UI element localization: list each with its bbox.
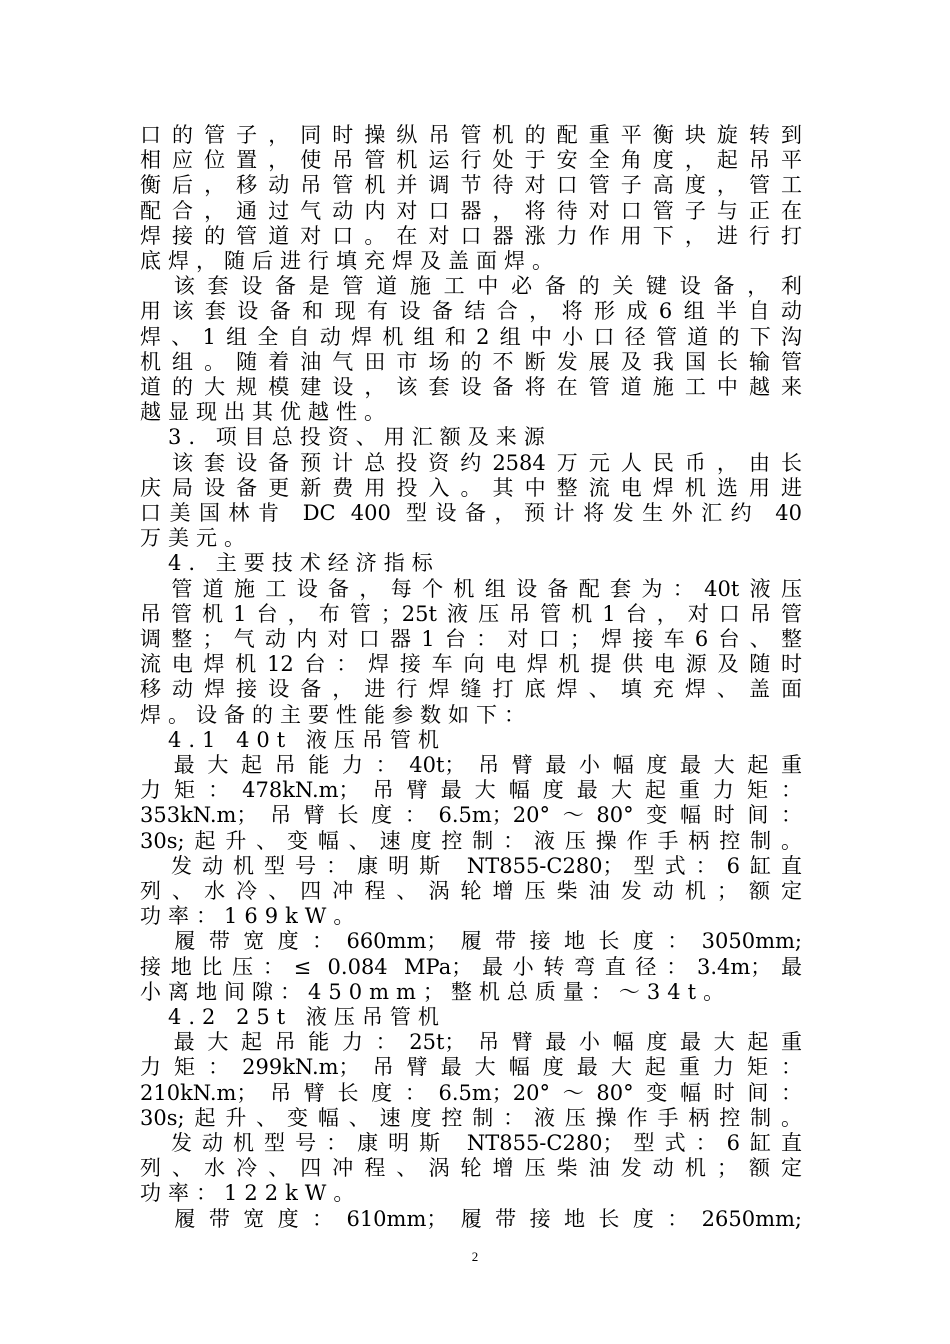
text-line: 该套设备是管道施工中必备的关键设备，利 [140, 274, 802, 299]
text-line: 调整；气动内对口器1台：对口；焊接车6台、整 [140, 627, 802, 651]
text-line: 力矩：478kN.m；吊臂最大幅度最大起重力矩： [140, 778, 802, 803]
text-line: 履带宽度：660mm；履带接地长度：3050mm; [140, 929, 802, 954]
text-line: 管道施工设备，每个机组设备配套为：40t液压 [140, 576, 802, 601]
section-heading: 4. 主要技术经济指标 [140, 551, 440, 576]
text-line: 30s;起升、变幅、速度控制：液压操作手柄控制。 [140, 828, 802, 853]
text-line: 相应位置，使吊管机运行处于安全角度，起吊平 [140, 148, 802, 173]
text-line: 接地比压：≤ 0.084 MPa；最小转弯直径：3.4m；最 [140, 954, 802, 979]
text-line: 机组。随着油气田市场的不断发展及我国长输管 [140, 349, 802, 374]
text-line: 功率：122kW。 [140, 1181, 362, 1206]
text-line: 焊接的管道对口。在对口器涨力作用下，进行打 [140, 223, 802, 248]
text-line: 移动焊接设备，进行焊缝打底焊、填充焊、盖面 [140, 677, 802, 702]
section-heading: 4.2 25t 液压吊管机 [140, 1005, 446, 1029]
text-line: 353kN.m；吊臂长度：6.5m；20°～80°变幅时间： [140, 803, 802, 828]
text-line: 履带宽度：610mm；履带接地长度：2650mm; [140, 1206, 802, 1231]
text-line: 道的大规模建设，该套设备将在管道施工中越来 [140, 375, 802, 399]
text-line: 越显现出其优越性。 [140, 400, 392, 425]
text-line: 功率：169kW。 [140, 904, 362, 929]
text-line: 吊管机1台，布管；25t液压吊管机1台，对口吊管 [140, 601, 802, 626]
text-line: 小离地间隙：450mm；整机总质量：～34t。 [140, 979, 732, 1004]
text-line: 210kN.m；吊臂长度：6.5m；20°～80°变幅时间： [140, 1080, 802, 1105]
text-line: 列、水冷、四冲程、涡轮增压柴油发动机；额定 [140, 1156, 802, 1181]
text-line: 最大起吊能力：25t；吊臂最小幅度最大起重 [140, 1030, 802, 1055]
text-line: 焊、1组全自动焊机组和2组中小口径管道的下沟 [140, 324, 802, 349]
text-line: 底焊，随后进行填充焊及盖面焊。 [140, 249, 560, 273]
text-line: 流电焊机12台：焊接车向电焊机提供电源及随时 [140, 652, 802, 677]
text-line: 焊。设备的主要性能参数如下： [140, 702, 532, 727]
text-line: 庆局设备更新费用投入。其中整流电焊机选用进 [140, 475, 802, 500]
text-line: 最大起吊能力：40t；吊臂最小幅度最大起重 [140, 753, 802, 777]
text-line: 30s;起升、变幅、速度控制：液压操作手柄控制。 [140, 1105, 802, 1130]
text-line: 发动机型号：康明斯 NT855-C280；型式：6缸直 [140, 853, 802, 878]
text-line: 用该套设备和现有设备结合，将形成6组半自动 [140, 299, 802, 324]
text-line: 衡后，移动吊管机并调节待对口管子高度，管工 [140, 173, 802, 198]
text-line: 力矩：299kN.m；吊臂最大幅度最大起重力矩： [140, 1055, 802, 1080]
text-line: 万美元。 [140, 526, 252, 551]
section-heading: 4.1 40t 液压吊管机 [140, 727, 446, 752]
section-heading: 3. 项目总投资、用汇额及来源 [140, 425, 552, 450]
page-number: 2 [471, 1248, 479, 1264]
text-line: 发动机型号：康明斯 NT855-C280；型式：6缸直 [140, 1131, 802, 1155]
text-line: 口的管子，同时操纵吊管机的配重平衡块旋转到 [140, 123, 802, 147]
text-line: 该套设备预计总投资约2584万元人民币，由长 [140, 450, 802, 475]
text-line: 列、水冷、四冲程、涡轮增压柴油发动机；额定 [140, 879, 802, 903]
text-line: 配合，通过气动内对口器，将待对口管子与正在 [140, 198, 802, 223]
text-line: 口美国林肯 DC 400 型设备，预计将发生外汇约 40 [140, 501, 802, 525]
